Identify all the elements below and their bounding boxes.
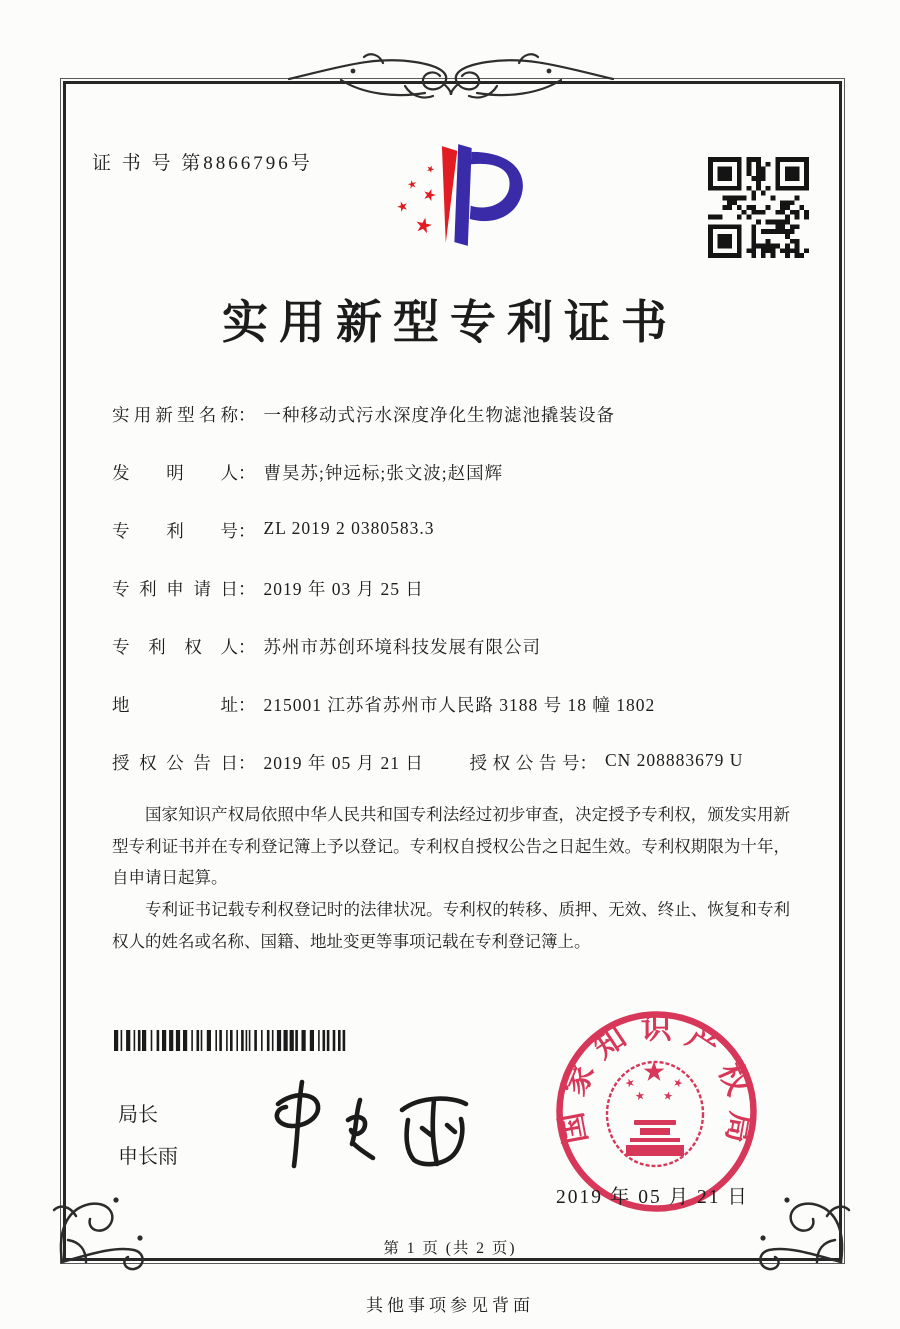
cnipa-logo-icon — [368, 128, 560, 264]
field-row-patent-number — [112, 518, 802, 576]
page-indicator: 第 1 页 (共 2 页) — [383, 1240, 517, 1257]
field-label: 实用新型名称 — [112, 405, 238, 425]
field-row-patentee — [112, 634, 802, 692]
field-label: 授权公告日 — [112, 753, 238, 773]
legal-paragraph-2: 专利证书记载专利权登记时的法律状况。专利权的转移、质押、无效、终止、恢复和专利权人的姓名或名称、国籍、地址变更等事项记载在专利登记簿上。 — [112, 900, 790, 951]
legal-paragraph-1: 国家知识产权局依照中华人民共和国专利法经过初步审查，决定授予专利权，颁发实用新型专利证书并在专利登记簿上予以登记。专利权自授权公告之日起生效。专利权期限为十年，自申请日起算。 — [112, 805, 790, 888]
field-value: 2019 年 05 月 21 日 — [263, 753, 424, 773]
signer-block — [118, 1094, 178, 1178]
field-value: 曹昊苏;钟远标;张文波;赵国辉 — [263, 463, 504, 483]
svg-text:国家知识产权局 — [553, 1010, 759, 1146]
certificate-number: 证 书 号 第8866796号 — [92, 153, 313, 174]
seal-date: 2019 年 05 月 21 日 — [556, 1187, 749, 1208]
field-colon: ： — [238, 637, 256, 657]
director-title: 局长 — [118, 1104, 158, 1126]
legal-text-block — [112, 799, 790, 957]
field-colon: ： — [238, 405, 256, 425]
field-colon: ： — [238, 695, 256, 715]
corner-flourish-bottom-right-icon — [753, 1176, 875, 1288]
barcode — [114, 1030, 347, 1051]
back-note: 其他事项参见背面 — [366, 1296, 534, 1315]
field-value: 2019 年 03 月 25 日 — [263, 579, 424, 599]
seal-text: 国家知识产权局 — [553, 1010, 760, 1147]
field-label: 授权公告号 — [469, 753, 580, 773]
field-value: CN 208883679 U — [605, 750, 744, 770]
field-colon: ： — [238, 579, 256, 599]
field-row-inventors — [112, 460, 802, 518]
certificate-fields — [112, 402, 802, 808]
certificate-title: 实用新型专利证书 — [222, 297, 678, 348]
field-colon: ： — [238, 521, 256, 541]
field-value: 苏州市苏创环境科技发展有限公司 — [263, 637, 541, 657]
field-row-address — [112, 692, 802, 750]
field-colon: ： — [238, 753, 256, 773]
field-label: 发明人 — [112, 463, 238, 483]
field-label: 地址 — [112, 695, 238, 715]
field-colon: ： — [579, 753, 597, 773]
field-label: 专利申请日 — [112, 579, 238, 599]
scroll-ornament-top-icon — [283, 46, 619, 110]
corner-flourish-bottom-left-icon — [28, 1176, 150, 1288]
field-value: 215001 江苏省苏州市人民路 3188 号 18 幢 1802 — [263, 695, 656, 715]
director-name: 申长雨 — [118, 1146, 178, 1168]
director-signature-icon — [256, 1074, 488, 1178]
field-label: 专利权人 — [112, 637, 238, 657]
qr-code — [708, 157, 809, 258]
field-value: ZL 2019 2 0380583.3 — [263, 518, 435, 538]
field-value: 一种移动式污水深度净化生物滤池撬装设备 — [263, 405, 615, 425]
field-row-utility-model-name — [112, 402, 802, 460]
field-row-filing-date — [112, 576, 802, 634]
field-colon: ： — [238, 463, 256, 483]
national-emblem-icon — [624, 1061, 684, 1156]
field-label: 专利号 — [112, 521, 238, 541]
